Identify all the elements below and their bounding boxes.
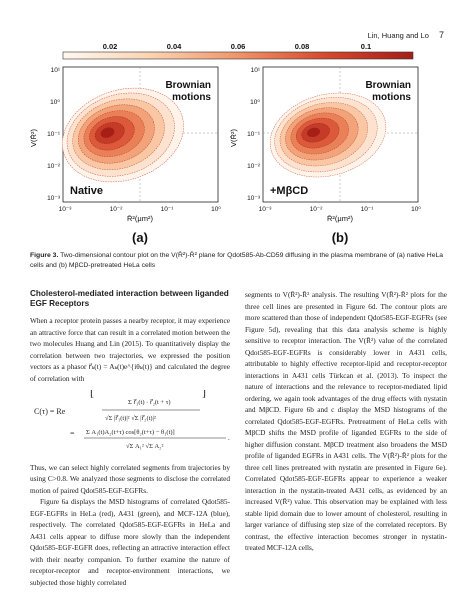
y-tick: 10⁻³ bbox=[47, 195, 60, 202]
y-tick: 10⁻² bbox=[47, 163, 60, 170]
section-heading: Cholesterol-mediated interaction between liganded EGF Receptors bbox=[30, 289, 229, 308]
brownian-label-a2: motions bbox=[172, 92, 211, 103]
native-label: Native bbox=[70, 185, 104, 197]
colorbar-tick: 0.02 bbox=[102, 42, 118, 51]
colorbar-tick: 0.08 bbox=[294, 42, 310, 51]
x-tick: 10⁻² bbox=[309, 206, 323, 213]
y-tick: 10⁰ bbox=[250, 99, 260, 106]
colorbar bbox=[63, 42, 413, 59]
y-tick: 10⁰ bbox=[50, 99, 60, 106]
x-tick: 10⁻¹ bbox=[360, 206, 374, 213]
x-tick: 10⁻³ bbox=[58, 206, 72, 213]
correlation-equation bbox=[30, 390, 230, 456]
y-tick: 10⁻³ bbox=[247, 195, 260, 202]
y-tick: 10¹ bbox=[50, 67, 60, 74]
y-tick: 10⁻¹ bbox=[47, 131, 60, 138]
panel-a bbox=[29, 67, 221, 245]
colorbar-tick: 0.1 bbox=[360, 42, 372, 51]
header-authors: Lin, Huang and Lo bbox=[367, 31, 429, 40]
svg-text:.: . bbox=[228, 434, 230, 442]
svg-text:]: ] bbox=[202, 390, 206, 399]
svg-text:√Σ A₁² √Σ A₂²: √Σ A₁² √Σ A₂² bbox=[126, 443, 164, 450]
paragraph: When a receptor protein passes a nearby receptor, it may experience an attractive force that can result in a correlated motion between the two molecules Huang and Lin (2015). To quantitatively display the correlation between two trajectories, we expressed the position vectors as a phasor r⃗ₖ(t) = Aₖ(t)e^{iθₖ(t)} and calculated the degree of correlation with bbox=[30, 316, 230, 383]
paragraph: segments to V(R̄²)-R̄² analysis. The resulting V(R̄²)-R̄² plots for the three cell lines are presented in Figure 6d. The contour plots are more scattered than those of independent Qdot585-EGF-EGFRs (see Figure 5d), revealing that this data analysis scheme is highly sensitive to receptor interaction. The V(R̄²) value of the correlated Qdot585-EGF-EGFRs is considerably lower in A431 cells, attributable to highly effective receptor-lipid and receptor-receptor interactions in A431 cells Türkcan et al. (2013). To inspect the nature of interactions and the relevance to receptor-mediated lipid ordering, we again took advantages of the drug effects with nystatin and MβCD. Figure 6b and c display the MSD histograms of the correlated Qdot585-EGF-EGFRs. Pretreatment of HeLa cells with MβCD shifts the MSD profile of liganded EGFRs to the side of higher diffusion constant. MβCD treatment also broadens the MSD profile of liganded EGFRs in A431 cells. The V(R̄²)-R̄² plots for the three cell lines pretreated with nystatin are presented in Figure 6e). Correlated Qdot585-EGF-EGFRs appear to experience a weaker interaction in the nystatin-treated A431 cells, as evidenced by an increased V(R̄²) value. This observation may be explained with less stable lipid domain due to lower amount of cholesterol, resulting in larger variance of diffusing step size of the correlated receptors. By contrast, the effective interaction becomes stronger in nystatin-treated MCF-12A cells, bbox=[245, 290, 447, 552]
x-tick: 10⁻³ bbox=[258, 206, 272, 213]
svg-text:Σ A₁(t)A₂(t+τ) cos[θ₂(t+τ) − θ: Σ A₁(t)A₂(t+τ) cos[θ₂(t+τ) − θ₁(t)] bbox=[86, 429, 175, 436]
y-axis-label-a: V(R̄²) bbox=[29, 129, 38, 147]
colorbar-tick: 0.04 bbox=[166, 42, 182, 51]
svg-text:Σ r⃗₁(t) · r⃗₂(t + τ): Σ r⃗₁(t) · r⃗₂(t + τ) bbox=[128, 399, 171, 406]
x-tick: 10⁻² bbox=[109, 206, 123, 213]
x-tick: 10⁰ bbox=[211, 206, 221, 213]
caption-text: Two-dimensional contour plot on the V(R̄²)-R̄² plane for Qdot585-Ab-CD59 diffusing in the plasma membrane of (a) native HeLa cells and (b) MβCD-pretreated HeLa cells bbox=[30, 252, 444, 269]
equation-lhs: C(τ) = Re bbox=[34, 407, 66, 416]
svg-text:√Σ |r⃗₁(t)|² √Σ |r⃗₂(t)|²: √Σ |r⃗₁(t)|² √Σ |r⃗₂(t)|² bbox=[105, 415, 156, 422]
left-column bbox=[30, 289, 230, 588]
figure-caption bbox=[30, 251, 446, 270]
page-number: 7 bbox=[438, 30, 444, 40]
panel-letter-a: (a) bbox=[132, 230, 148, 245]
x-axis-label-b: R̄²(μm²) bbox=[327, 214, 353, 223]
brownian-label-b2: motions bbox=[372, 92, 411, 103]
svg-text:=: = bbox=[70, 429, 75, 438]
y-tick: 10⁻¹ bbox=[247, 131, 260, 138]
y-tick: 10⁻² bbox=[247, 163, 260, 170]
mbcd-label: +MβCD bbox=[270, 185, 309, 197]
y-tick: 10¹ bbox=[250, 67, 260, 74]
panel-letter-b: (b) bbox=[331, 230, 349, 245]
x-tick: 10⁻¹ bbox=[160, 206, 174, 213]
right-column bbox=[245, 289, 447, 554]
colorbar-tick: 0.06 bbox=[230, 42, 246, 51]
brownian-label-a1: Brownian bbox=[165, 80, 211, 91]
paragraph: Figure 6a displays the MSD histograms of correlated Qdot585-EGF-EGFRs in HeLa (red), A431 (green), and MCF-12A (blue), respectively. The correlated Qdot585-EGF-EGFRs in HeLa and A431 cells appear to diffuse more slowly than the independent Qdot585-EGF-EGFR does, reflecting an attractive interaction effect with their nearby companion. To further examine the nature of receptor-receptor and receptor-environment interactions, we subjected those highly correlated bbox=[30, 497, 230, 587]
panel-b bbox=[229, 67, 421, 245]
caption-lead: Figure 3. bbox=[30, 252, 59, 259]
brownian-label-b1: Brownian bbox=[365, 80, 411, 91]
running-header bbox=[368, 30, 444, 40]
figure-3 bbox=[28, 40, 448, 248]
svg-text:[: [ bbox=[90, 390, 94, 399]
x-axis-label-a: R̄²(μm²) bbox=[127, 214, 153, 223]
paragraph: Thus, we can select highly correlated segments from trajectories by using C>0.8. We analyzed those segments to disclose the correlated motion of paired Qdot585-EGF-EGFRs. bbox=[30, 462, 230, 495]
y-axis-label-b: V(R̄²) bbox=[229, 129, 238, 147]
x-tick: 10⁰ bbox=[411, 206, 421, 213]
